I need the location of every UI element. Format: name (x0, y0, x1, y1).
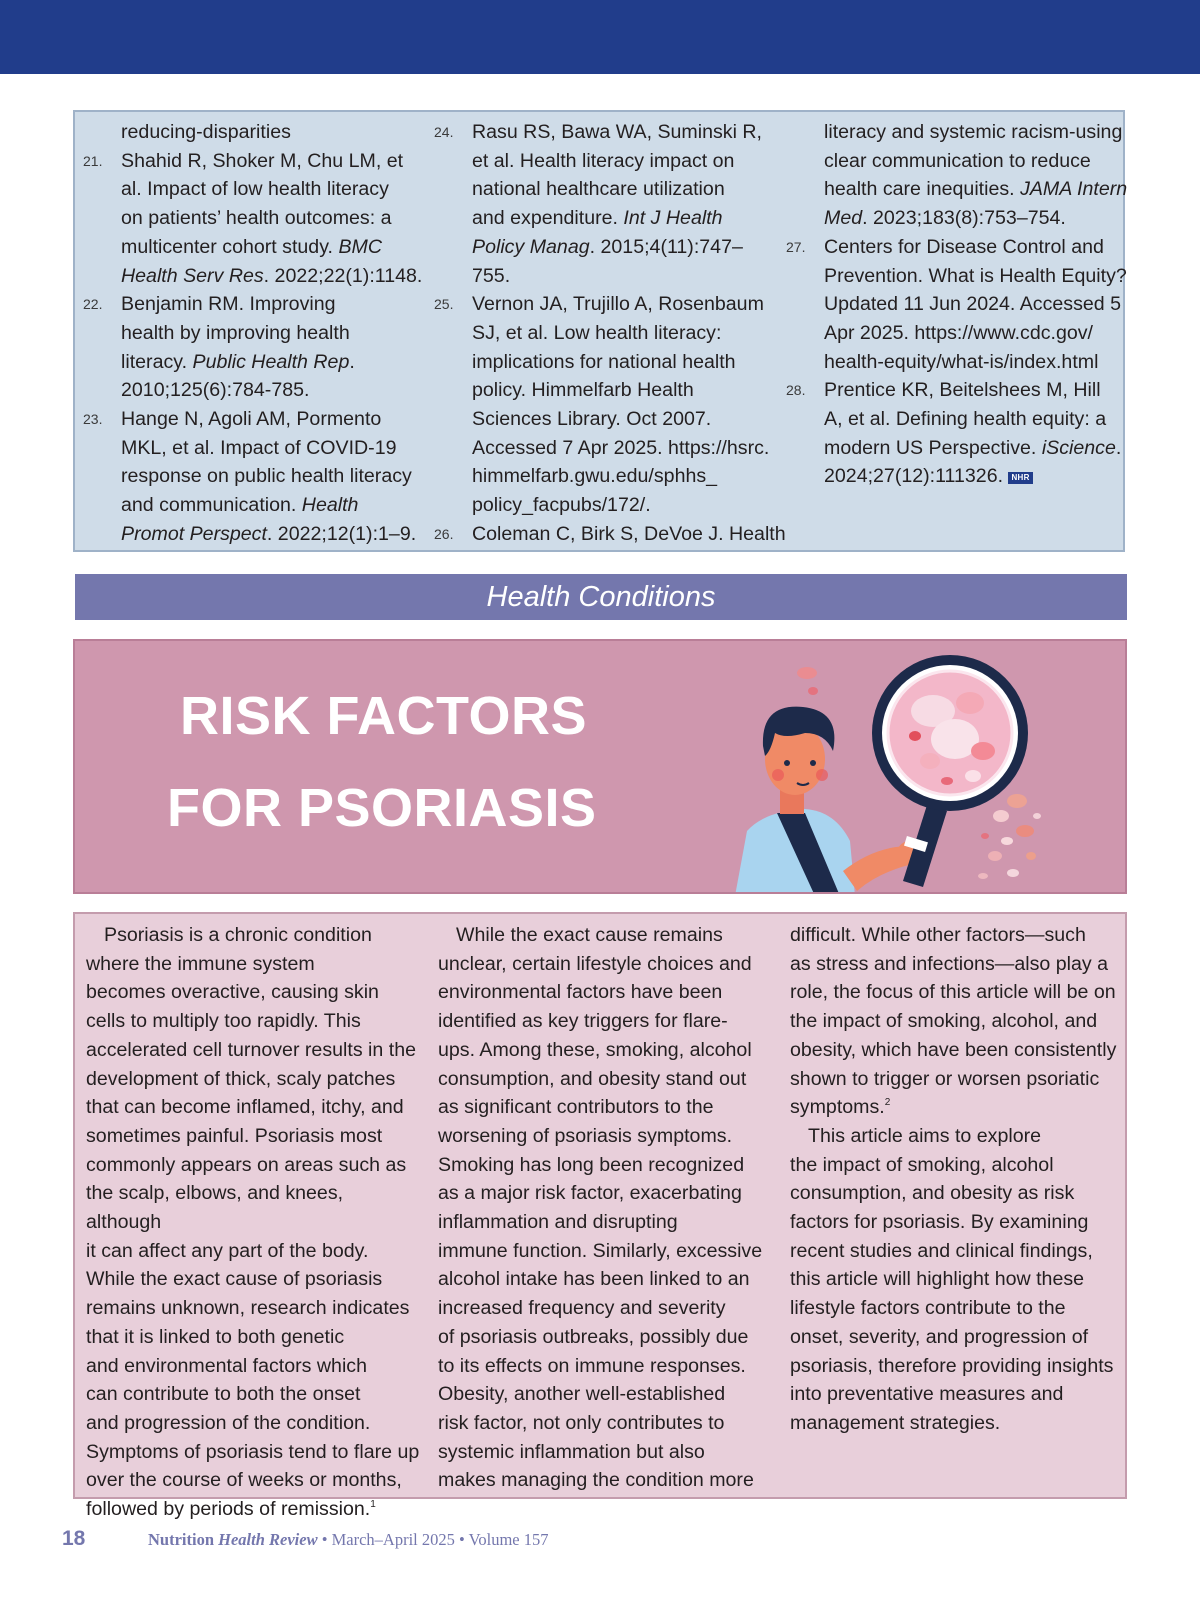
reference-item (786, 233, 1160, 377)
reference-text: Shahid R, Shoker M, Chu LM, et al. Impact of low health literacy on patients’ health outcomes: a multicenter cohort study. BMC Health Serv Res. 2022;22(1):1148. (121, 149, 423, 287)
banner-title-line-2: FOR PSORIASIS (167, 778, 597, 838)
magazine-name-part-1: Nutrition (148, 1530, 214, 1549)
reference-number: 23. (83, 411, 103, 428)
page-footer (0, 1527, 1200, 1557)
reference-item (434, 290, 808, 520)
top-color-band (0, 0, 1200, 74)
reference-text: Vernon JA, Trujillo A, Rosenbaum SJ, et al. Low health literacy: implications for national health policy. Himmelfarb Health Sciences Library. Oct 2007. Accessed 7 Apr 2025. https://hsrc. himmelfarb.gwu.edu/sphhs_ policy_facpubs/172/. (472, 293, 770, 517)
reference-number: 21. (83, 152, 103, 169)
references-column-3 (786, 118, 1160, 491)
article-column-1 (86, 921, 422, 1524)
reference-item (434, 520, 808, 549)
reference-number: 28. (786, 382, 806, 399)
article-column-2 (438, 921, 774, 1495)
article-paragraph: While the exact cause remains unclear, certain lifestyle choices and environmental factors have been identified as key triggers for flare- ups. Among these, smoking, alcohol consumption, and obesity stand out as significant contributors to the worsening of psoriasis symptoms. Smoking has long been recognized as a major risk factor, exacerbating inflammation and disrupting immune function. Similarly, excessive alcohol intake has been linked to an increased frequency and severity of psoriasis outbreaks, possibly due to its effects on immune responses. Obesity, another well-established risk factor, not only contributes to systemic inflammation but also makes managing the condition more (438, 924, 763, 1492)
reference-text: reducing-disparities (121, 121, 291, 143)
reference-item (83, 147, 457, 291)
issue-info: • March–April 2025 • Volume 157 (317, 1530, 549, 1549)
reference-item (83, 405, 457, 549)
reference-item (786, 376, 1160, 491)
reference-number: 27. (786, 238, 806, 255)
section-header: Health Conditions (75, 574, 1127, 620)
magazine-name-part-2: Health Review (218, 1530, 318, 1549)
article-paragraph: Psoriasis is a chronic condition where the immune system becomes overactive, causing skin cells to multiply too rapidly. This accelerated cell turnover results in the development of thick, scaly patches that can become inflamed, itchy, and sometimes painful. Psoriasis most commonly appears on areas such as the scalp, elbows, and knees, although it can affect any part of the body. While the exact cause of psoriasis remains unknown, research indicates that it is linked to both genetic and environmental factors which can contribute to both the onset and progression of the condition. Symptoms of psoriasis tend to flare up over the course of weeks or months, followed by periods of remission.$^1$ (86, 924, 420, 1521)
magnifying-glass-illustration (665, 641, 1125, 894)
article-banner (73, 639, 1127, 894)
article-paragraph: This article aims to explore the impact of smoking, alcohol consumption, and obesity as risk factors for psoriasis. By examining recent studies and clinical findings, this article will highlight how these lifestyle factors contribute to the onset, severity, and progression of psoriasis, therefore providing insights into preventative measures and management strategies. (790, 1124, 1114, 1434)
reference-number: 26. (434, 525, 454, 542)
reference-text: Centers for Disease Control and Prevention. What is Health Equity? Updated 11 Jun 2024. Accessed 5 Apr 2025. https://www.cdc.gov/ health-equity/what-is/index.html (824, 235, 1127, 373)
reference-item (83, 290, 457, 405)
references-box (73, 110, 1128, 552)
reference-text: Rasu RS, Bawa WA, Suminski R, et al. Health literacy impact on national healthcare utilization and expenditure. Int J Health Policy Manag. 2015;4(11):747– 755. (472, 121, 762, 287)
footer-publication-info (148, 1530, 549, 1550)
article-paragraph: difficult. While other factors—such as stress and infections—also play a role, the focus of this article will be on the impact of smoking, alcohol, and obesity, which have been consistently shown to trigger or worsen psoriatic symptoms.$^2$ (790, 924, 1117, 1119)
reference-item (121, 118, 457, 147)
reference-text: Benjamin RM. Improving health by improving health literacy. Public Health Rep. 2010;125(6):784-785. (121, 293, 355, 402)
article-column-3 (790, 921, 1126, 1438)
references-column-2 (434, 118, 808, 549)
reference-number: 25. (434, 296, 454, 313)
references-column-1 (83, 118, 457, 549)
reference-text: literacy and systemic racism-using clear communication to reduce health care inequities. JAMA Intern Med. 2023;183(8):753–754. (824, 121, 1128, 230)
reference-item (824, 118, 1160, 233)
banner-title-line-1: RISK FACTORS (180, 686, 588, 746)
page-number: 18 (62, 1527, 86, 1550)
reference-item (434, 118, 808, 290)
reference-text: Hange N, Agoli AM, Pormento MKL, et al. Impact of COVID-19 response on public health literacy and communication. Health Promot Perspect. 2022;12(1):1–9. (121, 408, 417, 545)
reference-text: Coleman C, Birk S, DeVoe J. Health (472, 522, 786, 545)
article-body (73, 912, 1127, 1521)
reference-text: Prentice KR, Beitelshees M, Hill A, et al. Defining health equity: a modern US Perspective. iScience. 2024;27(12):111326. NHR (824, 379, 1122, 488)
reference-number: 24. (434, 124, 454, 140)
reference-number: 22. (83, 296, 103, 313)
